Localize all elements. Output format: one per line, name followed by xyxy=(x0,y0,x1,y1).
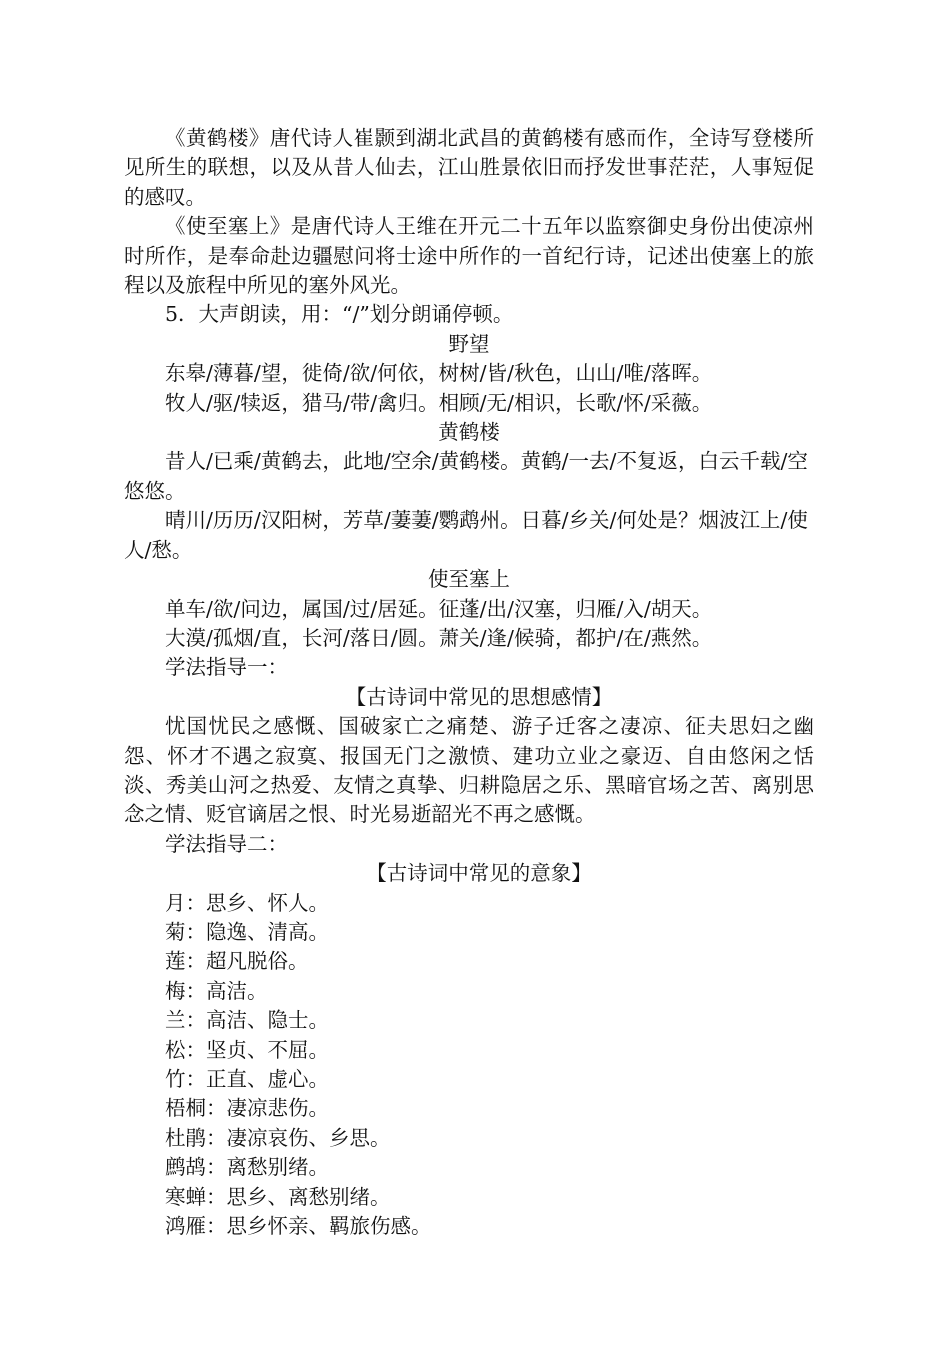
poem-title: 使至塞上 xyxy=(428,567,510,592)
guide-2-label: 学法指导二： xyxy=(165,831,288,856)
list-item: 鹧鸪：离愁别绪。 xyxy=(165,1155,329,1180)
list-item: 菊：隐逸、清高。 xyxy=(165,919,329,944)
poem-title: 野望 xyxy=(448,331,490,356)
list-item: 寒蝉：思乡、离愁别绪。 xyxy=(165,1184,391,1209)
poem-line: 牧人/驱/犊返，猎马/带/禽归。相顾/无/相识，长歌/怀/采薇。 xyxy=(165,390,713,415)
list-item: 梅：高洁。 xyxy=(165,978,268,1003)
imagery-list xyxy=(124,889,814,1242)
poem-line: 晴川/历历/汉阳树，芳草/萋萋/鹦鹉州。日暮/乡关/何处是？烟波江上/使人/愁。 xyxy=(124,508,808,562)
poem-line: 单车/欲/问边，属国/过/居延。征蓬/出/汉塞，归雁/入/胡天。 xyxy=(165,596,713,621)
list-item: 松：坚贞、不屈。 xyxy=(165,1037,329,1062)
list-item: 兰：高洁、隐士。 xyxy=(165,1008,329,1033)
guide-1-label: 学法指导一： xyxy=(165,655,288,680)
list-item: 鸿雁：思乡怀亲、羁旅伤感。 xyxy=(165,1214,432,1239)
guide-2-heading: 【古诗词中常见的意象】 xyxy=(366,861,592,886)
poem-title: 黄鹤楼 xyxy=(438,420,500,445)
intro-paragraph-huanghelou: 《黄鹤楼》唐代诗人崔颢到湖北武昌的黄鹤楼有感而作，全诗写登楼所见所生的联想，以及从昔人仙去，江山胜景依旧而抒发世事茫茫，人事短促的感叹。 xyxy=(124,126,814,209)
list-item: 月：思乡、怀人。 xyxy=(165,890,329,915)
document-page xyxy=(124,124,814,1241)
poem-line: 昔人/已乘/黄鹤去，此地/空余/黄鹤楼。黄鹤/一去/不复返，白云千载/空悠悠。 xyxy=(124,449,808,503)
poem-line: 东皋/薄暮/望，徙倚/欲/何依，树树/皆/秋色，山山/唯/落晖。 xyxy=(165,361,713,386)
task-5-instruction: 5．大声朗读，用：“/”划分朗诵停顿。 xyxy=(165,302,514,327)
guide-1-heading: 【古诗词中常见的思想感情】 xyxy=(345,684,613,709)
list-item: 莲：超凡脱俗。 xyxy=(165,949,309,974)
list-item: 杜鹃：凄凉哀伤、乡思。 xyxy=(165,1125,391,1150)
list-item: 竹：正直、虚心。 xyxy=(165,1067,329,1091)
list-item: 梧桐：凄凉悲伤。 xyxy=(165,1096,329,1121)
poem-line: 大漠/孤烟/直，长河/落日/圆。萧关/逢/候骑，都护/在/燕然。 xyxy=(165,625,713,650)
intro-paragraph-shizhisaishang: 《使至塞上》是唐代诗人王维在开元二十五年以监察御史身份出使凉州时所作，是奉命赴边疆慰问将士途中所作的一首纪行诗，记述出使塞上的旅程以及旅程中所见的塞外风光。 xyxy=(124,214,814,298)
guide-1-text: 忧国忧民之感慨、国破家亡之痛楚、游子迁客之凄凉、征夫思妇之幽怨、怀才不遇之寂寞、报国无门之激愤、建功立业之豪迈、自由悠闲之恬淡、秀美山河之热爱、友情之真挚、归耕隐居之乐、黑暗官场之苦、离别思念之情、贬官谪居之恨、时光易逝韶光不再之感慨。 xyxy=(124,714,814,827)
